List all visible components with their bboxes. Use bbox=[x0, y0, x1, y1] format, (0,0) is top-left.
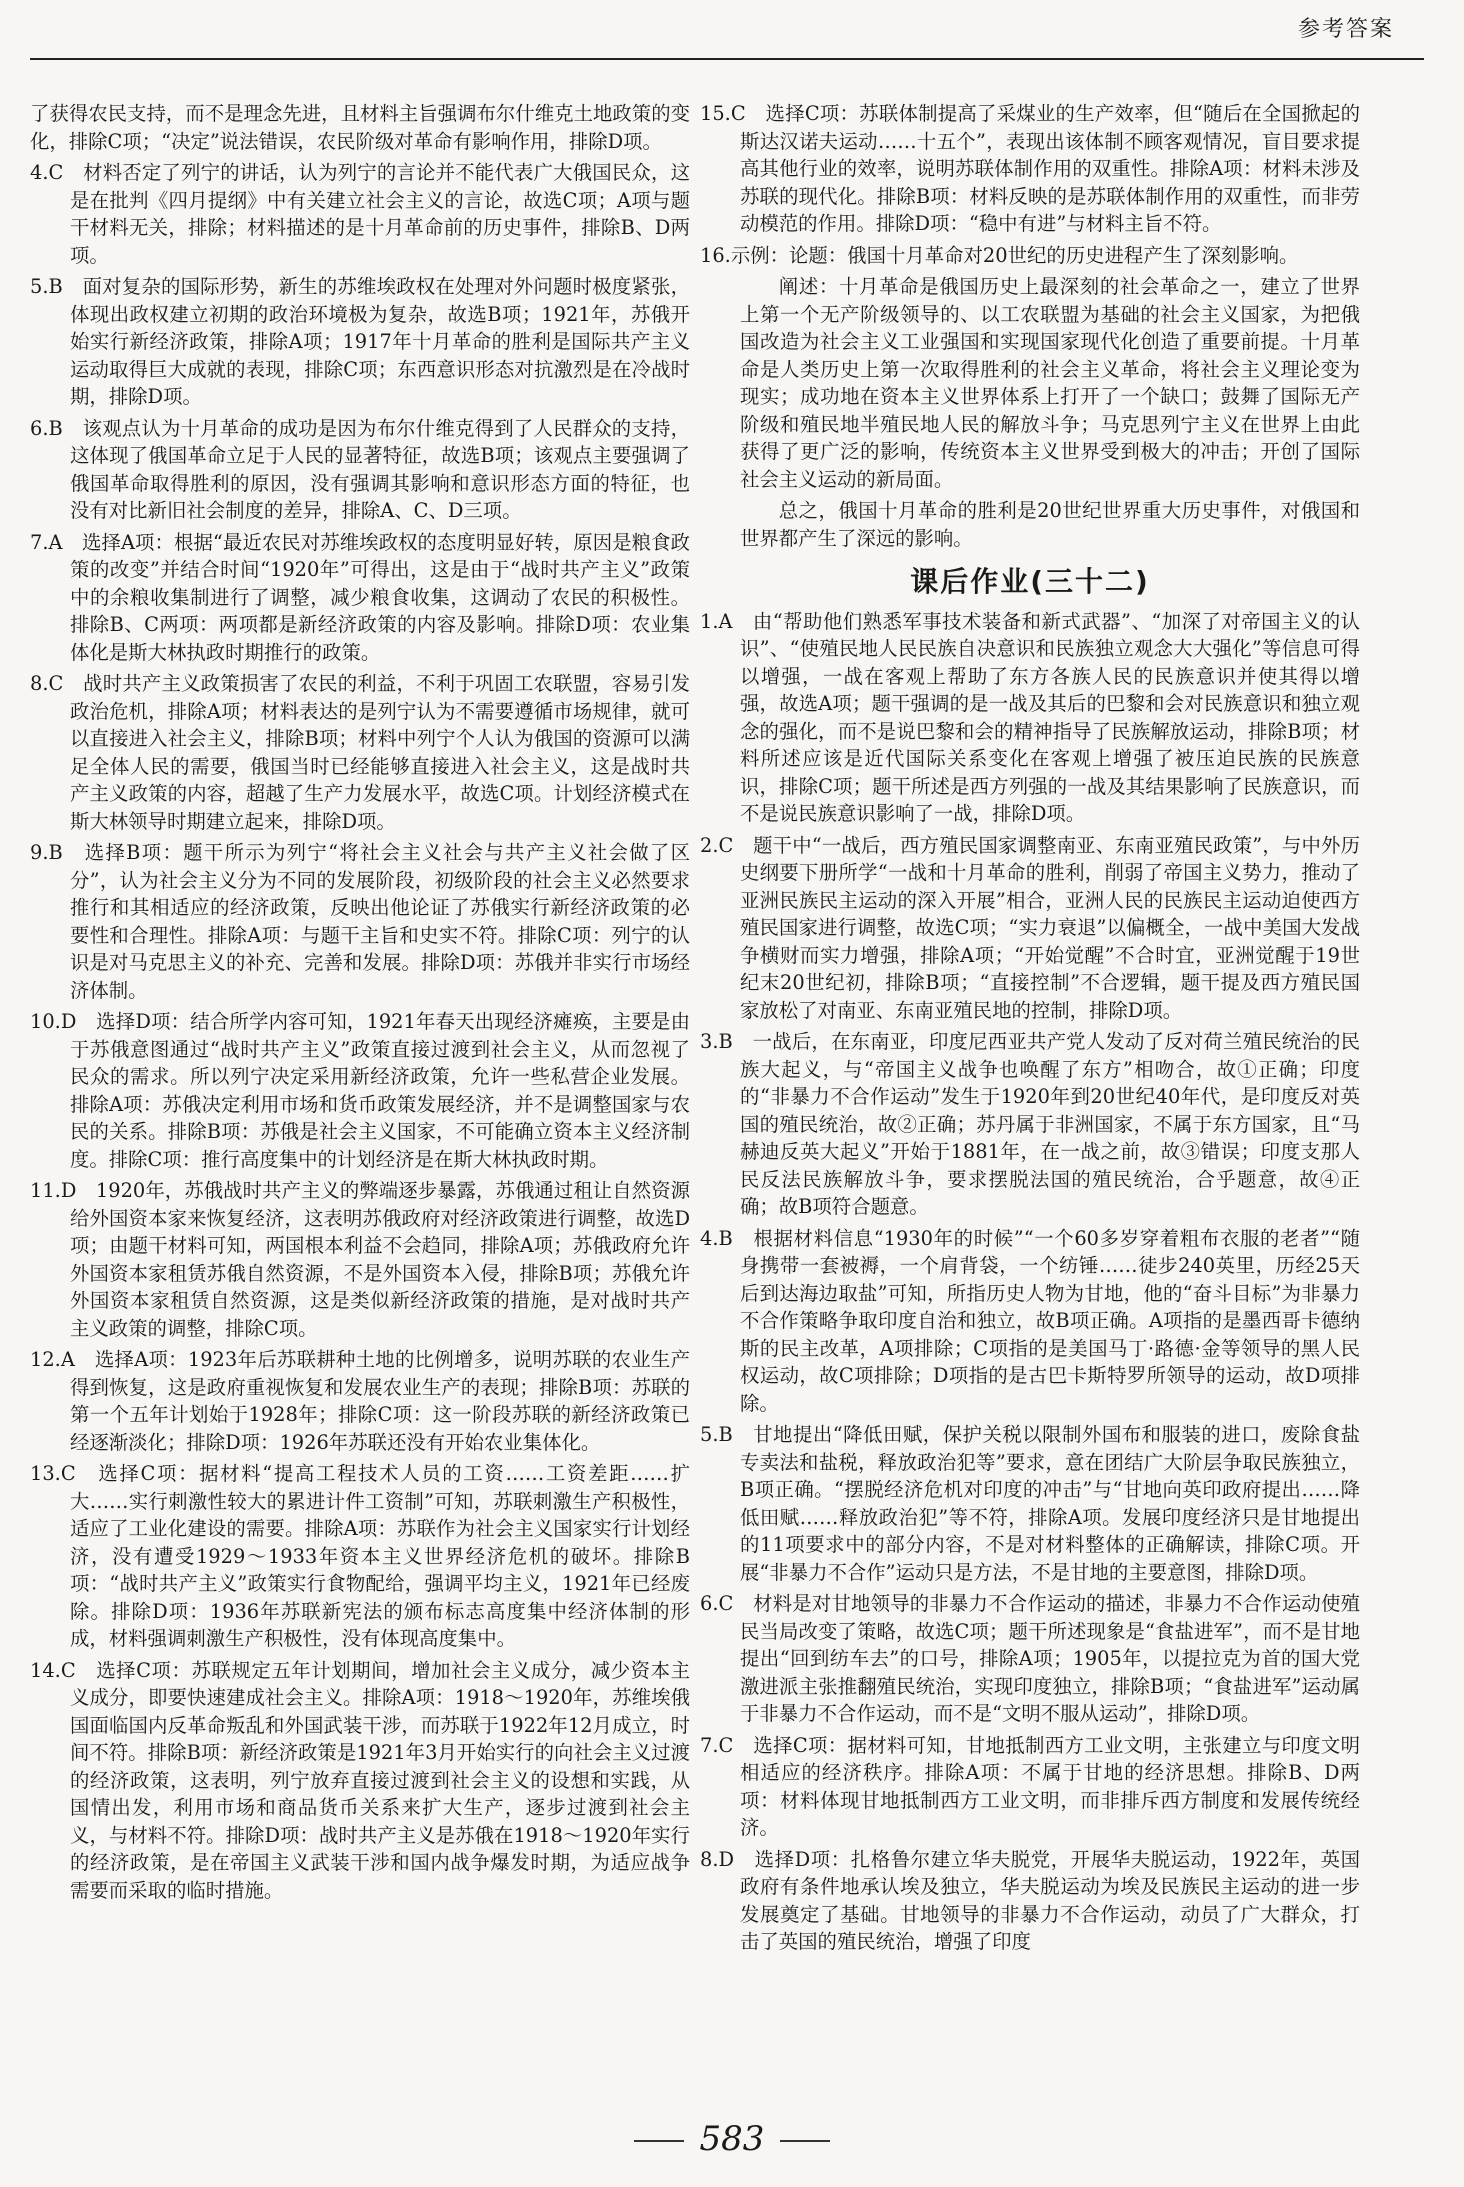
answer-paragraph: 了获得农民支持，而不是理念先进，且材料主旨强调布尔什维克土地政策的变化，排除C项；“决定”说法错误，农民阶级对革命有影响作用，排除D项。 bbox=[30, 102, 690, 153]
answer-paragraph: 阐述：十月革命是俄国历史上最深刻的社会革命之一，建立了世界上第一个无产阶级领导的、以工农联盟为基础的社会主义国家，为把俄国改造为社会主义工业强国和实现国家现代化创造了重要前提。十月革命是人类历史上第一次取得胜利的社会主义革命，将社会主义理论变为现实；成功地在资本主义世界体系上打开了一个缺口；鼓舞了国际无产阶级和殖民地半殖民地人民的解放斗争；马克思列宁主义在世界上由此获得了更广泛的影响，传统资本主义世界受到极大的冲击；开创了国际社会主义运动的新局面。 bbox=[740, 275, 1360, 491]
answer-item: 2.C 题干中“一战后，西方殖民国家调整南亚、东南亚殖民政策”，与中外历史纲要下册所学“一战和十月革命的胜利，削弱了帝国主义势力，推动了亚洲民族民主运动的深入开展”相合，亚洲人民的民族民主运动迫使西方殖民国家进行调整，故选C项；“实力衰退”以偏概全，一战中美国大发战争横财而实力增强，排除A项；“开始觉醒”不合时宜，亚洲觉醒于19世纪末20世纪初，排除B项；“直接控制”不合逻辑，题干提及西方殖民国家放松了对南亚、东南亚殖民地的控制，排除D项。 bbox=[700, 833, 1360, 1022]
left-column bbox=[30, 100, 690, 1908]
right-column-bottom bbox=[700, 608, 1360, 1956]
answer-item: 9.B 选择B项：题干所示为列宁“将社会主义社会与共产主义社会做了区分”，认为社会主义分为不同的发展阶段，初级阶段的社会主义必然要求推行和其相适应的经济政策，反映出他论证了苏俄实行新经济政策的必要性和合理性。排除A项：与题干主旨和史实不符。排除C项：列宁的认识是对马克思主义的补充、完善和发展。排除D项：苏俄并非实行市场经济体制。 bbox=[30, 841, 690, 1002]
answer-item: 13.C 选择C项：据材料“提高工程技术人员的工资……工资差距……扩大……实行刺激性较大的累进计件工资制”可知，苏联刺激生产积极性，适应了工业化建设的需要。排除A项：苏联作为社会主义国家实行计划经济，没有遭受1929～1933年资本主义世界经济危机的破坏。排除B项：“战时共产主义”政策实行食物配给，强调平均主义，1921年已经废除。排除D项：1936年苏联新宪法的颁布标志高度集中经济体制的形成，材料强调刺激生产积极性，没有体现高度集中。 bbox=[30, 1462, 690, 1650]
answer-item: 14.C 选择C项：苏联规定五年计划期间，增加社会主义成分，减少资本主义成分，即要快速建成社会主义。排除A项：1918～1920年，苏维埃俄国面临国内反革命叛乱和外国武装干涉，而苏联于1922年12月成立，时间不符。排除B项：新经济政策是1921年3月开始实行的向社会主义过渡的经济政策，这表明，列宁放弃直接过渡到社会主义的设想和实践，从国情出发，利用市场和商品货币关系来扩大生产，逐步过渡到社会主义，与材料不符。排除D项：战时共产主义是苏俄在1918～1920年实行的经济政策，是在帝国主义武装干涉和国内战争爆发时期，为适应战争需要而采取的临时措施。 bbox=[30, 1658, 690, 1902]
answer-item: 4.C 材料否定了列宁的讲话，认为列宁的言论并不能代表广大俄国民众，这是在批判《四月提纲》中有关建立社会主义的言论，故选C项；A项与题干材料无关，排除；材料描述的是十月革命前的历史事件，排除B、D两项。 bbox=[30, 161, 690, 267]
section-title: 课后作业(三十二) bbox=[910, 565, 1150, 598]
page-number-dash-right bbox=[780, 2140, 830, 2142]
answer-item: 8.D 选择D项：扎格鲁尔建立华夫脱党，开展华夫脱运动，1922年，英国政府有条件地承认埃及独立，华夫脱运动为埃及民族民主运动的进一步发展奠定了基础。甘地领导的非暴力不合作运动，动员了广大群众，打击了英国的殖民统治，增强了印度 bbox=[700, 1847, 1360, 1953]
page-number-dash-left bbox=[634, 2140, 684, 2142]
answer-item: 7.A 选择A项：根据“最近农民对苏维埃政权的态度明显好转，原因是粮食政策的改变”并结合时间“1920年”可得出，这是由于“战时共产主义”政策中的余粮收集制进行了调整，减少粮食收集，这调动了农民的积极性。排除B、C两项：两项都是新经济政策的内容及影响。排除D项：农业集体化是斯大林执政时期推行的政策。 bbox=[30, 530, 690, 664]
answer-item: 8.C 战时共产主义政策损害了农民的利益，不利于巩固工农联盟，容易引发政治危机，排除A项；材料表达的是列宁认为不需要遵循市场规律，就可以直接进入社会主义，排除B项；材料中列宁个人认为俄国的资源可以满足全体人民的需要，俄国当时已经能够直接进入社会主义，这是战时共产主义政策的内容，超越了生产力发展水平，故选C项。计划经济模式在斯大林领导时期建立起来，排除D项。 bbox=[30, 672, 690, 833]
answer-item: 7.C 选择C项：据材料可知，甘地抵制西方工业文明，主张建立与印度文明相适应的经济秩序。排除A项：不属于甘地的经济思想。排除B、D两项：材料体现甘地抵制西方工业文明，而非排斥西方制度和发展传统经济。 bbox=[700, 1733, 1360, 1839]
answer-item: 15.C 选择C项：苏联体制提高了采煤业的生产效率，但“随后在全国掀起的斯达汉诺夫运动……十五个”，表现出该体制不顾客观情况，盲目要求提高其他行业的效率，说明苏联体制作用的双重性。排除A项：材料未涉及苏联的现代化。排除B项：材料反映的是苏联体制作用的双重性，而非劳动模范的作用。排除D项：“稳中有进”与材料主旨不符。 bbox=[700, 102, 1360, 235]
answer-item: 10.D 选择D项：结合所学内容可知，1921年春天出现经济瘫痪，主要是由于苏俄意图通过“战时共产主义”政策直接过渡到社会主义，从而忽视了民众的需求。所以列宁决定采用新经济政策，允许一些私营企业发展。排除A项：苏俄决定利用市场和货币政策发展经济，并不是调整国家与农民的关系。排除B项：苏俄是社会主义国家，不可能确立资本主义经济制度。排除C项：推行高度集中的计划经济是在斯大林执政时期。 bbox=[30, 1010, 690, 1171]
page-number bbox=[0, 2119, 1464, 2159]
answer-item: 5.B 甘地提出“降低田赋，保护关税以限制外国布和服装的进口，废除食盐专卖法和盐税，释放政治犯等”要求，意在团结广大阶层争取民族独立，B项正确。“摆脱经济危机对印度的冲击”与“甘地向英印政府提出……降低田赋……释放政治犯”等不符，排除A项。发展印度经济只是甘地提出的11项要求中的部分内容，不是对材料整体的正确解读，排除C项。开展“非暴力不合作”运动只是方法，不是甘地的主要意图，排除D项。 bbox=[700, 1423, 1360, 1584]
answer-item: 6.B 该观点认为十月革命的成功是因为布尔什维克得到了人民群众的支持，这体现了俄国革命立足于人民的显著特征，故选B项；该观点主要强调了俄国革命取得胜利的原因，没有强调其影响和意识形态方面的特征，也没有对比新旧社会制度的差异，排除A、C、D三项。 bbox=[30, 416, 690, 522]
header-rule bbox=[30, 58, 1424, 60]
answer-item: 12.A 选择A项：1923年后苏联耕种土地的比例增多，说明苏联的农业生产得到恢复，这是政府重视恢复和发展农业生产的表现；排除B项：苏联的第一个五年计划始于1928年；排除C项：这一阶段苏联的新经济政策已经逐渐淡化；排除D项：1926年苏联还没有开始农业集体化。 bbox=[30, 1348, 690, 1454]
answer-item: 6.C 材料是对甘地领导的非暴力不合作运动的描述，非暴力不合作运动使殖民当局改变了策略，故选C项；题干所述现象是“食盐进军”，而不是甘地提出“回到纺车去”的口号，排除A项；1905年，以提拉克为首的国大党激进派主张推翻殖民统治，实现印度独立，排除B项；“食盐进军”运动属于非暴力不合作运动，而不是“文明不服从运动”，排除D项。 bbox=[700, 1592, 1360, 1725]
answer-item: 5.B 面对复杂的国际形势，新生的苏维埃政权在处理对外问题时极度紧张，体现出政权建立初期的政治环境极为复杂，故选B项；1921年，苏俄开始实行新经济政策，排除A项；1917年十月革命的胜利是国际共产主义运动取得巨大成就的表现，排除C项；东西意识形态对抗激烈是在冷战时期，排除D项。 bbox=[30, 275, 690, 408]
answer-item: 11.D 1920年，苏俄战时共产主义的弊端逐步暴露，苏俄通过租让自然资源给外国资本家来恢复经济，这表明苏俄政府对经济政策进行调整，故选D项；由题干材料可知，两国根本利益不会趋同，排除A项；苏俄政府允许外国资本家租赁苏俄自然资源，不是外国资本入侵，排除B项；苏俄允许外国资本家租赁自然资源，这是类似新经济政策的措施，是对战时共产主义政策的调整，排除C项。 bbox=[30, 1179, 690, 1340]
answer-item: 1.A 由“帮助他们熟悉军事技术装备和新式武器”、“加深了对帝国主义的认识”、“使殖民地人民民族自决意识和民族独立观念大大强化”等信息可得以增强，一战在客观上帮助了东方各族人民的民族意识并使其得以增强，故选A项；题干强调的是一战及其后的巴黎和会对民族意识和独立观念的强化，而不是说巴黎和会的精神指导了民族解放运动，排除B项；材料所述应该是近代国际关系变化在客观上增强了被压迫民族的民族意识，排除C项；题干所述是西方列强的一战及其结果影响了民族意识，而不是说民族意识影响了一战，排除D项。 bbox=[700, 609, 1360, 825]
header-label: 参考答案 bbox=[1297, 17, 1394, 42]
answer-paragraph: 总之，俄国十月革命的胜利是20世纪世界重大历史事件，对俄国和世界都产生了深远的影响。 bbox=[740, 499, 1360, 550]
right-column bbox=[700, 100, 1360, 1960]
answer-item: 16.示例：论题：俄国十月革命对20世纪的历史进程产生了深刻影响。 bbox=[700, 243, 1299, 267]
page-number-value: 583 bbox=[699, 2119, 765, 2159]
right-column-top bbox=[700, 100, 1360, 552]
answer-item: 4.B 根据材料信息“1930年的时候”“一个60多岁穿着粗布衣服的老者”“随身携带一套被褥，一个肩背袋，一个纺锤……徒步240英里，历经25天后到达海边取盐”可知，所指历史人物为甘地，他的“奋斗目标”为非暴力不合作策略争取印度自治和独立，故B项正确。A项指的是墨西哥卡德纳斯的民主改革，A项排除；C项指的是美国马丁·路德·金等领导的黑人民权运动，故C项排除；D项指的是古巴卡斯特罗所领导的运动，故D项排除。 bbox=[700, 1226, 1360, 1415]
answer-item: 3.B 一战后，在东南亚，印度尼西亚共产党人发动了反对荷兰殖民统治的民族大起义，与“帝国主义战争也唤醒了东方”相吻合，故①正确；印度的“非暴力不合作运动”发生于1920年到20世纪40年代，是印度反对英国的殖民统治，故②正确；苏丹属于非洲国家，不属于东方国家，且“马赫迪反英大起义”开始于1881年，在一战之前，故③错误；印度支那人民反法民族解放斗争，要求摆脱法国的殖民统治，合乎题意，故④正确；故B项符合题意。 bbox=[700, 1030, 1360, 1218]
